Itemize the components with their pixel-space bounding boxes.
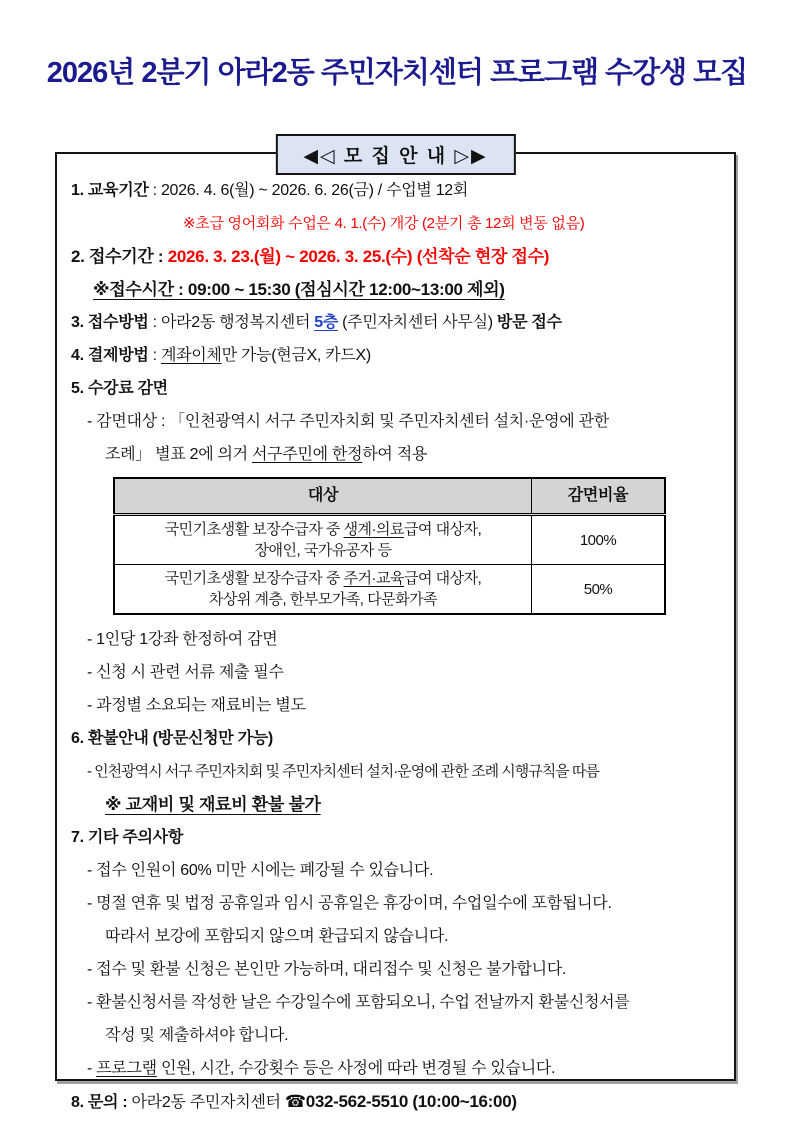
bank-transfer-emphasis: 계좌이체 [160,347,222,364]
section-registration-method [71,312,720,334]
registration-time-note: ※접수시간 : 09:00 ~ 15:30 (점심시간 12:00~13:00 제외) [93,280,505,299]
caution-text: 인원, 시간, 수강횟수 등은 사정에 따라 변경될 수 있습니다. [156,1060,556,1077]
caution-item: - 접수 및 환불 신청은 본인만 가능하며, 대리접수 및 신청은 불가합니다. [87,961,567,978]
caution-item: - 환불신청서를 작성한 날은 수강일수에 포함되오니, 수업 전날까지 환불신청서를 [87,994,630,1011]
resident-restriction-emphasis: 서구주민에 한정 [251,446,363,463]
section-label: 1. 교육기간 [71,182,149,199]
rate-cell: 100% [532,515,666,565]
dash: - [87,1060,97,1077]
column-header-target: 대상 [114,478,532,515]
no-refund-warning: ※ 교재비 및 재료비 환불 불가 [105,795,321,814]
registration-office: (주민자치센터 사무실) [338,314,497,331]
registration-location: 아라2동 행정복지센터 [160,314,315,331]
target-cell [114,515,532,565]
table-row [114,515,665,565]
caution-item: - 접수 인원이 60% 미만 시에는 폐강될 수 있습니다. [87,862,434,879]
recruitment-info-box [55,146,736,1111]
rate-cell: 50% [532,565,666,615]
english-class-note: ※초급 영어회화 수업은 4. 1.(수) 개강 (2분기 총 12회 변동 없음) [183,215,585,232]
section-label: 7. 기타 주의사항 [71,829,183,846]
visit-emphasis: 방문 접수 [496,314,562,331]
section-label: 8. 문의 [71,1094,119,1111]
caution-item-continuation: 작성 및 제출하셔야 합니다. [105,1027,289,1044]
discount-note: - 1인당 1강좌 한정하여 감면 [87,631,278,648]
section-label: 3. 접수방법 [71,314,149,331]
target-text-line2: 차상위 계층, 한부모가족, 다문화가족 [208,591,438,608]
notice-content [57,154,734,1114]
column-header-rate: 감면비율 [532,478,666,515]
target-text-line2: 장애인, 국가유공자 등 [254,542,392,559]
recruitment-banner: ◀◁ 모 집 안 내 ▷▶ [275,134,515,175]
refund-rule: - 인천광역시 서구 주민자치회 및 주민자치센터 설치·운영에 관한 조례 시행규칙을 따름 [87,763,599,780]
colon: : [148,314,161,331]
table-row [114,565,665,615]
education-period-value: 2026. 4. 6(월) ~ 2026. 6. 26(금) / 수업별 12회 [160,182,469,199]
caution-item-continuation: 따라서 보강에 포함되지 않으며 환급되지 않습니다. [105,928,449,945]
page-title: 2026년 2분기 아라2동 주민자치센터 프로그램 수강생 모집 [46,57,748,89]
colon: : [148,347,161,364]
caution-item: - 명절 연휴 및 법정 공휴일과 임시 공휴일은 휴강이며, 수업일수에 포함됩니다. [87,895,612,912]
colon: : [148,182,161,199]
ordinance-rest: 하여 적용 [362,446,428,463]
discount-target-line2 [105,444,720,466]
discount-table [113,477,666,615]
contact-center: 아라2동 주민자치센터 [131,1094,285,1111]
colon: : [118,1094,132,1111]
payment-detail: 만 가능(현금X, 카드X) [221,347,371,364]
floor-highlight: 5층 [314,314,339,331]
target-benefit-emphasis: 주거·교육 [343,570,405,587]
target-benefit-emphasis: 생계·의료 [343,521,405,538]
target-text: 급여 대상자, [404,570,482,587]
section-label: 2. 접수기간 [71,247,154,266]
section-refund-guide [71,728,720,750]
section-label: 5. 수강료 감면 [71,380,168,397]
section-label: 6. 환불안내 (방문신청만 가능) [71,730,273,747]
discount-note: - 과정별 소요되는 재료비는 별도 [87,697,306,714]
target-text: 국민기초생활 보장수급자 중 [164,570,344,587]
table-header-row [114,478,665,515]
target-text: 급여 대상자, [404,521,482,538]
section-contact [71,1091,720,1114]
ordinance-ref: 조례」 별표 2에 의거 [105,446,252,463]
registration-period-value: 2026. 3. 23.(월) ~ 2026. 3. 25.(수) (선착순 현장 접수) [167,247,550,266]
caution-item [87,1058,720,1080]
program-emphasis: 프로그램 [96,1060,157,1077]
section-other-cautions [71,827,720,849]
section-tuition-discount [71,378,720,400]
target-cell [114,565,532,615]
section-registration-period [71,246,720,268]
colon: : [153,247,168,266]
section-education-period [71,180,720,202]
target-text: 국민기초생활 보장수급자 중 [164,521,344,538]
section-payment-method [71,345,720,367]
discount-note: - 신청 시 관련 서류 제출 필수 [87,664,284,681]
phone-number: ☎032-562-5510 (10:00~16:00) [284,1092,517,1111]
discount-target-line1: - 감면대상 : 「인천광역시 서구 주민자치회 및 주민자치센터 설치·운영에 관한 [87,413,609,430]
section-label: 4. 결제방법 [71,347,149,364]
